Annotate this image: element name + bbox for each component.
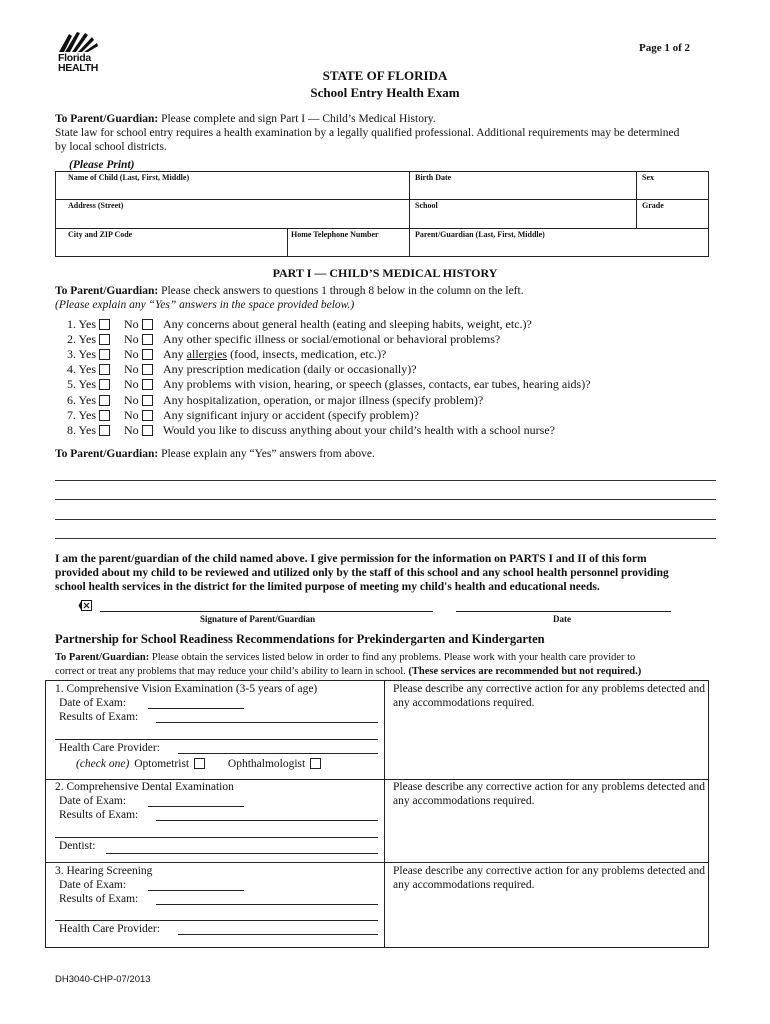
ophthalmologist-label: Ophthalmologist: [227, 758, 306, 770]
dental-results-input[interactable]: [156, 820, 378, 821]
page-number: Page 1 of 2: [638, 42, 690, 54]
question-no-option: [124, 332, 153, 347]
signature-marker-icon: [78, 600, 92, 611]
dental-results-line-2[interactable]: [55, 837, 378, 838]
question-no-option: [124, 377, 153, 392]
question-no-option: [124, 347, 153, 362]
dental-corrective-1: Please describe any corrective action for any problems detected and: [393, 781, 705, 793]
part1-instr-text: Please check answers to questions 1 through 8 below in the column on the left.: [158, 285, 524, 297]
question-text: Any hospitalization, operation, or major illness (specify problem)?: [163, 392, 484, 407]
question-text: Any concerns about general health (eating and sleeping habits, weight, etc.)?: [163, 317, 532, 331]
question-no-option: [124, 423, 153, 438]
dental-title: 2. Comprehensive Dental Examination: [55, 781, 234, 793]
question-text-part: (food, insects, medication, etc.)?: [227, 347, 387, 362]
question-yes-option: [67, 317, 110, 332]
field-child-name[interactable]: Name of Child (Last, First, Middle): [68, 173, 190, 182]
yes-checkbox[interactable]: [99, 379, 110, 390]
question-yes-option: [67, 377, 110, 392]
question-yes-option: [67, 362, 110, 377]
consent-line-3: school health services in the district for the limited purpose of meeting my child's health and educational needs.: [55, 581, 600, 593]
partnership-instr-bold: (These services are recommended but not required.): [408, 666, 642, 677]
optometrist-checkbox[interactable]: [194, 758, 205, 769]
question-yes-option: [67, 423, 110, 438]
dental-results-label: Results of Exam:: [59, 809, 139, 821]
question-text: [163, 347, 386, 362]
vision-check-row: [76, 757, 321, 771]
intro-line-2: State law for school entry requires a health examination by a legally qualified professional. Additional requirements may be determined: [55, 127, 680, 139]
yes-checkbox[interactable]: [99, 395, 110, 406]
hearing-date-label: Date of Exam:: [59, 879, 127, 891]
logo-text-health: HEALTH: [58, 62, 99, 74]
part1-instr-label: To Parent/Guardian:: [55, 285, 159, 297]
no-label: No: [124, 317, 142, 331]
hearing-results-label: Results of Exam:: [59, 893, 139, 905]
vision-provider-label: Health Care Provider:: [59, 742, 160, 754]
dental-corrective-2: any accommodations required.: [393, 795, 535, 807]
question-text: Any prescription medication (daily or occasionally)?: [163, 362, 417, 377]
field-address[interactable]: Address (Street): [68, 201, 124, 210]
no-label: No: [124, 362, 142, 377]
field-city-zip[interactable]: City and ZIP Code: [68, 230, 133, 239]
partnership-heading: Partnership for School Readiness Recommendations for Prekindergarten and Kindergarten: [55, 632, 545, 646]
question-yes-option: [67, 393, 110, 408]
vision-title: 1. Comprehensive Vision Examination (3-5 years of age): [55, 683, 318, 695]
yes-checkbox[interactable]: [99, 349, 110, 360]
question-text: Any other specific illness or social/emotional or behavioral problems?: [163, 332, 501, 347]
dentist-label: Dentist:: [59, 840, 96, 852]
no-checkbox[interactable]: [142, 379, 153, 390]
question-yes-option: [67, 408, 110, 423]
yes-checkbox[interactable]: [99, 364, 110, 375]
hearing-corrective-1: Please describe any corrective action for any problems detected and: [393, 865, 705, 877]
yes-label: 5. Yes: [67, 377, 100, 392]
optometrist-label: Optometrist: [134, 758, 190, 770]
vision-provider-input[interactable]: [178, 753, 378, 754]
vision-results-label: Results of Exam:: [59, 711, 139, 723]
logo-text-florida: Florida: [58, 52, 91, 64]
partnership-instr-2: [55, 665, 641, 678]
explain-line-3[interactable]: [55, 519, 716, 520]
hearing-results-input[interactable]: [156, 904, 378, 905]
dental-date-input[interactable]: [148, 806, 244, 807]
hearing-date-input[interactable]: [148, 890, 244, 891]
signature-label: Signature of Parent/Guardian: [200, 614, 316, 624]
explain-line-4[interactable]: [55, 538, 716, 539]
no-label: No: [124, 407, 142, 422]
question-text: Would you like to discuss anything about your child’s health with a school nurse?: [163, 422, 555, 437]
no-checkbox[interactable]: [142, 364, 153, 375]
date-line[interactable]: [456, 611, 671, 612]
vision-date-label: Date of Exam:: [59, 697, 127, 709]
yes-label: 8. Yes: [67, 422, 100, 437]
yes-label: 4. Yes: [67, 362, 100, 377]
hearing-provider-label: Health Care Provider:: [59, 923, 160, 935]
consent-line-2: provided about my child to be reviewed and utilized only by the staff of this school and any school health personnel providing: [55, 567, 669, 579]
dental-date-label: Date of Exam:: [59, 795, 127, 807]
allergies-link[interactable]: allergies: [186, 347, 228, 362]
no-checkbox[interactable]: [142, 349, 153, 360]
no-checkbox[interactable]: [142, 334, 153, 345]
intro-line-3: by local school districts.: [55, 141, 167, 153]
explain-text: Please explain any “Yes” answers from above.: [158, 448, 375, 460]
yes-checkbox[interactable]: [99, 319, 110, 330]
question-text-part: Any: [163, 347, 187, 362]
field-grade[interactable]: Grade: [642, 201, 664, 210]
yes-label: 2. Yes: [67, 332, 100, 347]
question-no-option: [124, 408, 153, 423]
yes-checkbox[interactable]: [99, 334, 110, 345]
signature-line[interactable]: [100, 611, 433, 612]
ophthalmologist-checkbox[interactable]: [310, 758, 321, 769]
please-print-note: (Please Print): [69, 159, 135, 171]
no-label: No: [124, 332, 142, 347]
no-label: No: [124, 347, 142, 362]
part1-instructions: [55, 284, 524, 298]
yes-label: 3. Yes: [67, 347, 100, 362]
field-parent-name[interactable]: Parent/Guardian (Last, First, Middle): [415, 230, 545, 239]
yes-checkbox[interactable]: [99, 425, 110, 436]
recommendations-table: [45, 680, 709, 948]
vision-date-input[interactable]: [148, 708, 244, 709]
no-label: No: [124, 377, 142, 392]
yes-checkbox[interactable]: [99, 410, 110, 421]
vision-results-input[interactable]: [156, 722, 378, 723]
dentist-input[interactable]: [106, 853, 378, 854]
question-text: Any significant injury or accident (specify problem)?: [163, 407, 419, 422]
check-one-label: (check one): [76, 758, 130, 770]
no-checkbox[interactable]: [142, 410, 153, 421]
yes-label: 6. Yes: [67, 392, 100, 407]
question-text: Any problems with vision, hearing, or speech (glasses, contacts, ear tubes, hearing aids)?: [163, 377, 591, 392]
field-birth-date[interactable]: Birth Date: [415, 173, 452, 182]
part1-instructions-italic: (Please explain any “Yes” answers in the space provided below.): [55, 299, 355, 311]
date-label: Date: [553, 614, 571, 624]
yes-label: 1. Yes: [67, 317, 100, 331]
question-no-option: [124, 317, 153, 332]
field-home-phone[interactable]: Home Telephone Number: [291, 230, 379, 239]
question-yes-option: [67, 347, 110, 362]
vision-corrective-1: Please describe any corrective action for any problems detected and: [393, 683, 705, 695]
form-title-state: STATE OF FLORIDA: [322, 68, 448, 83]
field-sex[interactable]: Sex: [642, 173, 654, 182]
explain-label: To Parent/Guardian:: [55, 448, 159, 460]
consent-line-1: I am the parent/guardian of the child named above. I give permission for the information on PARTS I and II of this form: [55, 553, 647, 565]
intro-label: To Parent/Guardian:: [55, 113, 159, 125]
explain-line-1[interactable]: [55, 480, 716, 481]
no-label: No: [124, 422, 142, 437]
vision-results-line-2[interactable]: [55, 739, 378, 740]
part1-heading: PART I — CHILD’S MEDICAL HISTORY: [272, 266, 498, 280]
no-checkbox[interactable]: [142, 319, 153, 330]
no-checkbox[interactable]: [142, 425, 153, 436]
intro-text-1: Please complete and sign Part I — Child’s Medical History.: [158, 113, 436, 125]
hearing-corrective-2: any accommodations required.: [393, 879, 535, 891]
partnership-instr-1: [55, 651, 635, 664]
field-school[interactable]: School: [415, 201, 438, 210]
question-no-option: [124, 393, 153, 408]
hearing-title: 3. Hearing Screening: [55, 865, 153, 877]
hearing-results-line-2[interactable]: [55, 920, 378, 921]
question-yes-option: [67, 332, 110, 347]
child-info-grid: [55, 171, 709, 257]
partnership-instr-text-2: correct or treat any problems that may reduce your child’s ability to learn in school.: [55, 666, 409, 677]
intro-line-1: [55, 112, 436, 126]
partnership-instr-text-1: Please obtain the services listed below in order to find any problems. Please work with your health care provider to: [149, 652, 636, 663]
no-checkbox[interactable]: [142, 395, 153, 406]
explain-instructions: [55, 447, 375, 461]
yes-label: 7. Yes: [67, 407, 100, 422]
question-no-option: [124, 362, 153, 377]
vision-corrective-2: any accommodations required.: [393, 697, 535, 709]
hearing-provider-input[interactable]: [178, 934, 378, 935]
partnership-instr-label: To Parent/Guardian:: [55, 652, 150, 663]
form-title: School Entry Health Exam: [310, 85, 460, 100]
no-label: No: [124, 392, 142, 407]
form-code: DH3040-CHP-07/2013: [55, 974, 151, 985]
explain-line-2[interactable]: [55, 499, 716, 500]
